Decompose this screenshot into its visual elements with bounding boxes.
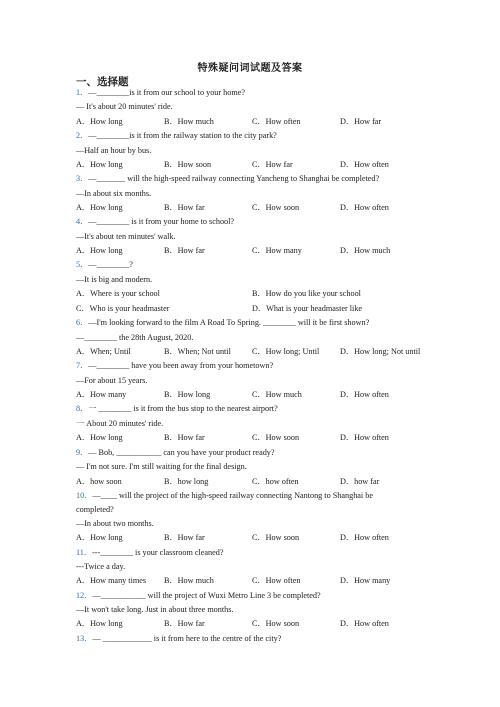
- option-a[interactable]: A．How long: [76, 117, 123, 126]
- question-number: 5．: [76, 260, 89, 269]
- question-10: [76, 490, 373, 501]
- option-b[interactable]: B．When; Not until: [164, 347, 231, 356]
- option-a[interactable]: A．Where is your school: [76, 289, 160, 298]
- question-2: [76, 130, 277, 141]
- option-a[interactable]: A．How long: [76, 203, 123, 212]
- question-number: 4．: [76, 217, 89, 226]
- question-text: —________is it from our school to your home?: [88, 88, 245, 97]
- question-text: —________?: [88, 260, 133, 269]
- option-a[interactable]: A．How many times: [76, 576, 147, 585]
- option-d[interactable]: D．What is your headmaster like: [252, 304, 363, 313]
- question-number: 9．: [76, 448, 89, 457]
- option-b[interactable]: B．How do you like your school: [252, 289, 361, 298]
- question-8: [76, 403, 278, 414]
- question-1: [76, 87, 245, 98]
- option-b[interactable]: B．How far: [164, 533, 205, 542]
- question-text: —________ have you been away from your hometown?: [88, 361, 274, 370]
- option-c[interactable]: C．How far: [252, 160, 293, 169]
- question-number: 12．: [76, 591, 93, 600]
- option-c[interactable]: C．How soon: [252, 433, 300, 442]
- option-c[interactable]: C．How long; Until: [252, 347, 320, 356]
- question-13: [76, 633, 281, 644]
- question-text: —________ is it from your home to school?: [88, 217, 235, 226]
- question-number: 2．: [76, 131, 89, 140]
- option-b[interactable]: B．How far: [164, 246, 205, 255]
- page-title: 特殊疑问词试题及答案: [197, 63, 303, 74]
- question-number: 10．: [76, 491, 93, 500]
- option-d[interactable]: D．How often: [340, 203, 389, 212]
- option-a[interactable]: A．When; Until: [76, 347, 131, 356]
- question-12: [76, 590, 321, 601]
- option-a[interactable]: A．How long: [76, 246, 123, 255]
- option-d[interactable]: D．How long; Not until: [340, 347, 421, 356]
- section-heading: 一、选择题: [76, 77, 129, 88]
- option-d[interactable]: D．How often: [340, 390, 389, 399]
- question-number: 7．: [76, 361, 89, 370]
- option-d[interactable]: D．How much: [340, 246, 391, 255]
- question-text: —___________ will the project of Wuxi Metro Line 3 be completed?: [92, 591, 321, 600]
- question-text: — ____________ is it from here to the centre of the city?: [92, 634, 282, 643]
- question-9: [76, 447, 275, 458]
- option-c[interactable]: C．How soon: [252, 619, 300, 628]
- option-c[interactable]: C．Who is your headmaster: [76, 304, 170, 313]
- answer-prompt-9: — I'm not sure. I'm still waiting for the final design.: [76, 462, 247, 471]
- question-text: —_______ will the high-speed railway connecting Yancheng to Shanghai be completed?: [88, 174, 380, 183]
- answer-prompt-3: —In about six months.: [76, 189, 152, 198]
- option-c[interactable]: C．How soon: [252, 533, 300, 542]
- option-a[interactable]: A．How many: [76, 390, 127, 399]
- question-3: [76, 173, 379, 184]
- option-a[interactable]: A．How long: [76, 433, 123, 442]
- answer-prompt-4: —It's about ten minutes' walk.: [76, 232, 176, 241]
- option-a[interactable]: A．how soon: [76, 477, 122, 486]
- option-d[interactable]: D．How far: [340, 117, 382, 126]
- answer-prompt-7: —For about 15 years.: [76, 376, 148, 385]
- option-d[interactable]: D．How often: [340, 533, 389, 542]
- question-number: 1．: [76, 88, 89, 97]
- question-text: 一 ________ is it from the bus stop to the nearest airport?: [88, 404, 278, 413]
- option-c[interactable]: C．how often: [252, 477, 299, 486]
- option-c[interactable]: C．How often: [252, 576, 301, 585]
- option-c[interactable]: C．How much: [252, 390, 302, 399]
- answer-prompt-6: —________ the 28th August, 2020.: [76, 333, 194, 342]
- question-text: —____ will the project of the high-speed railway connecting Nantong to Shanghai be: [92, 491, 373, 500]
- question-number: 13．: [76, 634, 93, 643]
- option-b[interactable]: B．How far: [164, 619, 205, 628]
- option-d[interactable]: D．How often: [340, 433, 389, 442]
- question-text: —________is it from the railway station to the city park?: [88, 131, 277, 140]
- answer-prompt-11: ---Twice a day.: [76, 562, 126, 571]
- option-b[interactable]: B．How soon: [164, 160, 212, 169]
- option-d[interactable]: D．how far: [340, 477, 380, 486]
- answer-prompt-12: —It won't take long. Just in about three months.: [76, 605, 234, 614]
- option-b[interactable]: B．How much: [164, 117, 214, 126]
- option-b[interactable]: B．How long: [164, 390, 211, 399]
- question-7: [76, 360, 273, 371]
- question-text: ---________ is your classroom cleaned?: [92, 548, 224, 557]
- option-a[interactable]: A．How long: [76, 533, 123, 542]
- option-d[interactable]: D．How often: [340, 619, 389, 628]
- question-10-continued: completed?: [76, 505, 114, 514]
- answer-prompt-8: 一 About 20 minutes' ride.: [76, 419, 164, 428]
- question-text: —I'm looking forward to the film A Road To Spring. ________ will it be first shown?: [88, 318, 370, 327]
- answer-prompt-5: —It is big and modern.: [76, 275, 153, 284]
- option-a[interactable]: A．How long: [76, 619, 123, 628]
- question-number: 8．: [76, 404, 89, 413]
- question-number: 11．: [76, 548, 93, 557]
- answer-prompt-10: —In about two months.: [76, 519, 154, 528]
- answer-prompt-1: — It's about 20 minutes' ride.: [76, 102, 173, 111]
- question-5: [76, 259, 133, 270]
- option-b[interactable]: B．how long: [164, 477, 209, 486]
- option-c[interactable]: C．How many: [252, 246, 302, 255]
- option-a[interactable]: A．How long: [76, 160, 123, 169]
- question-number: 6．: [76, 318, 89, 327]
- question-11: [76, 547, 224, 558]
- option-b[interactable]: B．How far: [164, 433, 205, 442]
- option-d[interactable]: D．How often: [340, 160, 389, 169]
- option-b[interactable]: B．How far: [164, 203, 205, 212]
- answer-prompt-2: —Half an hour by bus.: [76, 146, 152, 155]
- question-6: [76, 317, 369, 328]
- option-c[interactable]: C．How soon: [252, 203, 300, 212]
- question-number: 3．: [76, 174, 89, 183]
- option-d[interactable]: D．How many: [340, 576, 391, 585]
- option-c[interactable]: C．How often: [252, 117, 301, 126]
- question-text: — Bob, ___________ can you have your product ready?: [88, 448, 275, 457]
- option-b[interactable]: B．How much: [164, 576, 214, 585]
- question-4: [76, 216, 234, 227]
